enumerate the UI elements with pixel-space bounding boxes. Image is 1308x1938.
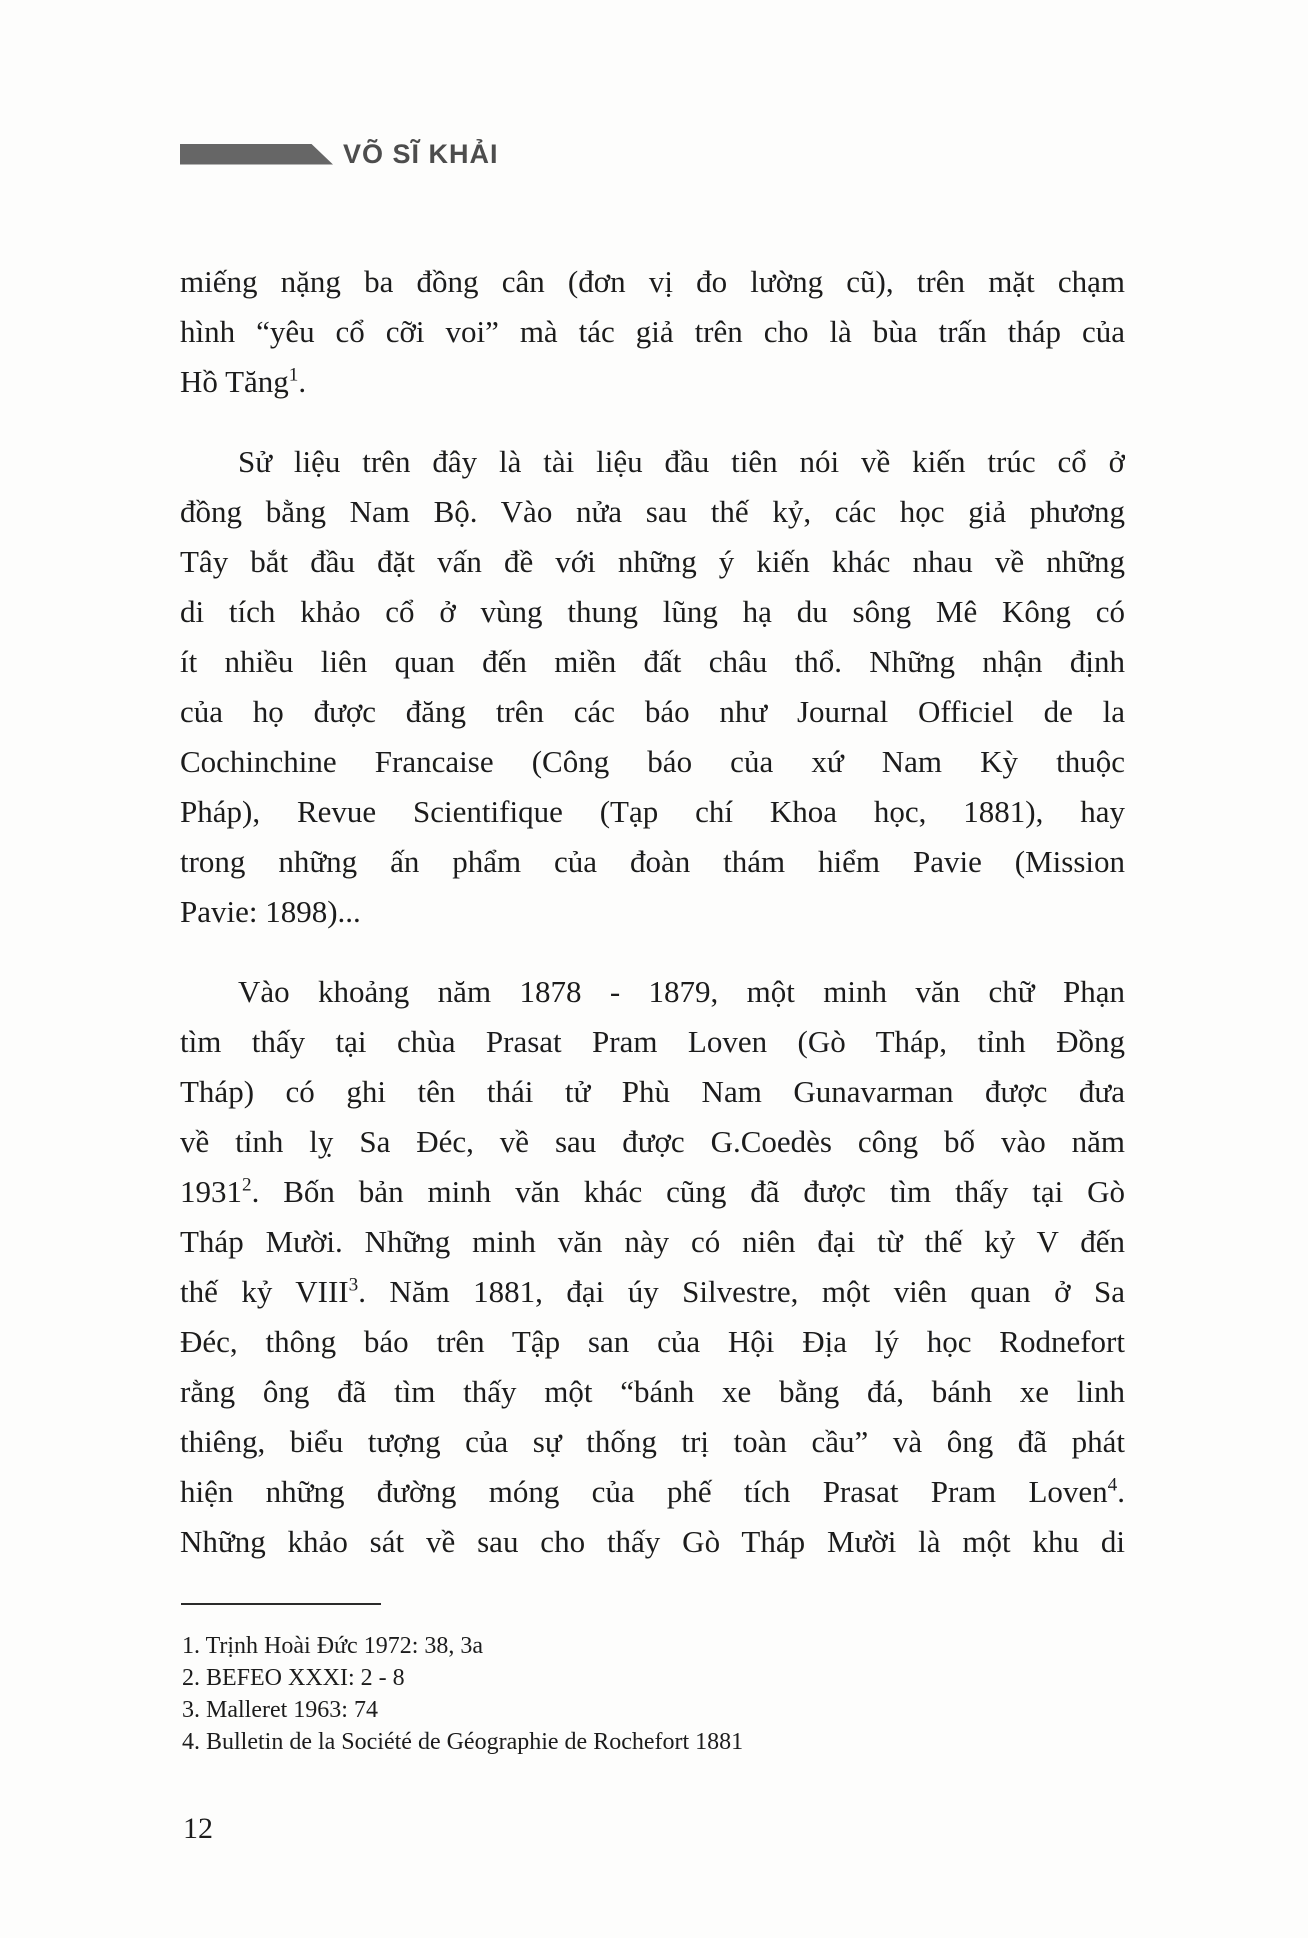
paragraph-1 [180,257,1125,407]
text-line: 1931$^2$. Bốn bản minh văn khác cũng đã được tìm thấy tại Gò [180,1174,1125,1209]
text-line: hiện những đường móng của phế tích Prasat Pram Loven$^4$. [180,1474,1125,1509]
text-line: Cochinchine Francaise (Công báo của xứ Nam Kỳ thuộc [180,744,1125,779]
footnote: 1. Trịnh Hoài Đức 1972: 38, 3a [182,1633,484,1659]
paragraph-2 [180,437,1125,937]
text-line: thiêng, biểu tượng của sự thống trị toàn cầu” và ông đã phát [180,1424,1125,1459]
text-line: Tây bắt đầu đặt vấn đề với những ý kiến khác nhau về những [180,544,1125,579]
text-line: trong những ấn phẩm của đoàn thám hiểm Pavie (Mission [180,844,1125,879]
text-line: Hồ Tăng$^1$. [180,364,307,399]
text-line: rằng ông đã tìm thấy một “bánh xe bằng đá, bánh xe linh [180,1374,1125,1409]
text-line: hình “yêu cổ cỡi voi” mà tác giả trên cho là bùa trấn tháp của [180,314,1125,349]
text-line: thế kỷ VIII$^3$. Năm 1881, đại úy Silvestre, một viên quan ở Sa [180,1274,1125,1309]
text-line: ít nhiều liên quan đến miền đất châu thổ. Những nhận định [180,644,1125,679]
text-line: Tháp Mười. Những minh văn này có niên đại từ thế kỷ V đến [180,1224,1125,1259]
header-bar-graphic [180,144,333,165]
page-number: 12 [183,1812,213,1845]
footnote: 4. Bulletin de la Société de Géographie de Rochefort 1881 [182,1729,744,1755]
paragraph-3 [180,967,1125,1567]
text-line: Sử liệu trên đây là tài liệu đầu tiên nói về kiến trúc cổ ở [238,444,1125,479]
text-line: Pháp), Revue Scientifique (Tạp chí Khoa học, 1881), hay [180,794,1125,829]
footnotes [182,1630,1082,1758]
text-line: Những khảo sát về sau cho thấy Gò Tháp Mười là một khu di [180,1524,1125,1559]
text-line: đồng bằng Nam Bộ. Vào nửa sau thế kỷ, các học giả phương [180,494,1125,529]
text-block [180,257,1125,1567]
text-line: Đéc, thông báo trên Tập san của Hội Địa lý học Rodnefort [180,1324,1125,1359]
text-line: miếng nặng ba đồng cân (đơn vị đo lường cũ), trên mặt chạm [180,264,1125,299]
footnote: 3. Malleret 1963: 74 [182,1697,378,1723]
text-line: Pavie: 1898)... [180,894,361,929]
text-line: của họ được đăng trên các báo như Journal Officiel de la [180,694,1125,729]
author-name: VÕ SĨ KHẢI [343,138,499,169]
text-line: Vào khoảng năm 1878 - 1879, một minh văn chữ Phạn [238,974,1125,1009]
page-header [180,138,499,170]
text-line: tìm thấy tại chùa Prasat Pram Loven (Gò Tháp, tỉnh Đồng [180,1024,1125,1059]
footnote: 2. BEFEO XXXI: 2 - 8 [182,1665,405,1691]
text-line: di tích khảo cổ ở vùng thung lũng hạ du sông Mê Kông có [180,594,1125,629]
text-line: về tỉnh lỵ Sa Đéc, về sau được G.Coedès công bố vào năm [180,1124,1125,1159]
text-line: Tháp) có ghi tên thái tử Phù Nam Gunavarman được đưa [180,1074,1125,1109]
footnote-divider [181,1603,381,1605]
